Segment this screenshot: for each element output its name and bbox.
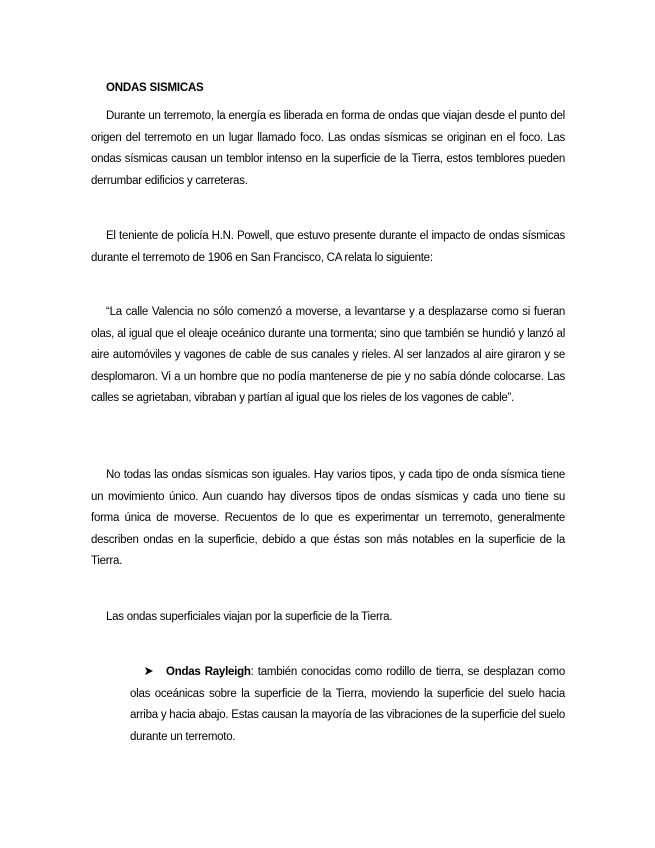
paragraph-types: No todas las ondas sísmicas son iguales. Hay varios tipos, y cada tipo de onda sísmica tiene un movimiento único. Aun cuando hay diversos tipos de ondas sísmicas y cada uno tiene su forma única de moverse. Recuentos de lo que es experimentar un terremoto, generalmente describen ondas en la superficie, debido a que éstas son más notables en la superficie de la Tierra. — [91, 469, 565, 568]
paragraph-quote: “La calle Valencia no sólo comenzó a moverse, a levantarse y a desplazarse como si fueran olas, al igual que el oleaje oceánico durante una tormenta; sino que también se hundió y lanzó al aire automóviles y vagones de cable de sus canales y rieles. Al ser lanzados al aire giraron y se desplomaron. Vi a un hombre que no podía mantenerse de pie y no sabía dónde colocarse. Las calles se agrietaban, vibraban y partían al igual que los rieles de los vagones de cable”. — [91, 306, 565, 405]
document-heading: ONDAS SISMICAS — [106, 82, 204, 94]
bullet-text — [130, 662, 565, 748]
paragraph-surface-waves: Las ondas superficiales viajan por la superficie de la Tierra. — [106, 611, 393, 623]
paragraph-powell: El teniente de policía H.N. Powell, que estuvo presente durante el impacto de ondas sísmicas durante el terremoto de 1906 en San Francisco, CA relata lo siguiente: — [91, 230, 565, 264]
arrow-bullet-icon — [144, 662, 154, 684]
bullet-item-rayleigh — [130, 662, 565, 748]
bullet-description: : también conocidas como rodillo de tierra, se desplazan como olas oceánicas sobre la superficie de la Tierra, moviendo la superficie del suelo hacia arriba y hacia abajo. Estas causan la mayoría de las vibraciones de la superficie del suelo durante un terremoto. — [130, 666, 565, 743]
bullet-term: Ondas Rayleigh — [166, 666, 251, 678]
paragraph-intro: Durante un terremoto, la energía es liberada en forma de ondas que viajan desde el punto del origen del terremoto en un lugar llamado foco. Las ondas sísmicas se originan en el foco. Las ondas sísmicas causan un temblor intenso en la superficie de la Tierra, estos temblores pueden derrumbar edificios y carreteras. — [91, 110, 565, 187]
